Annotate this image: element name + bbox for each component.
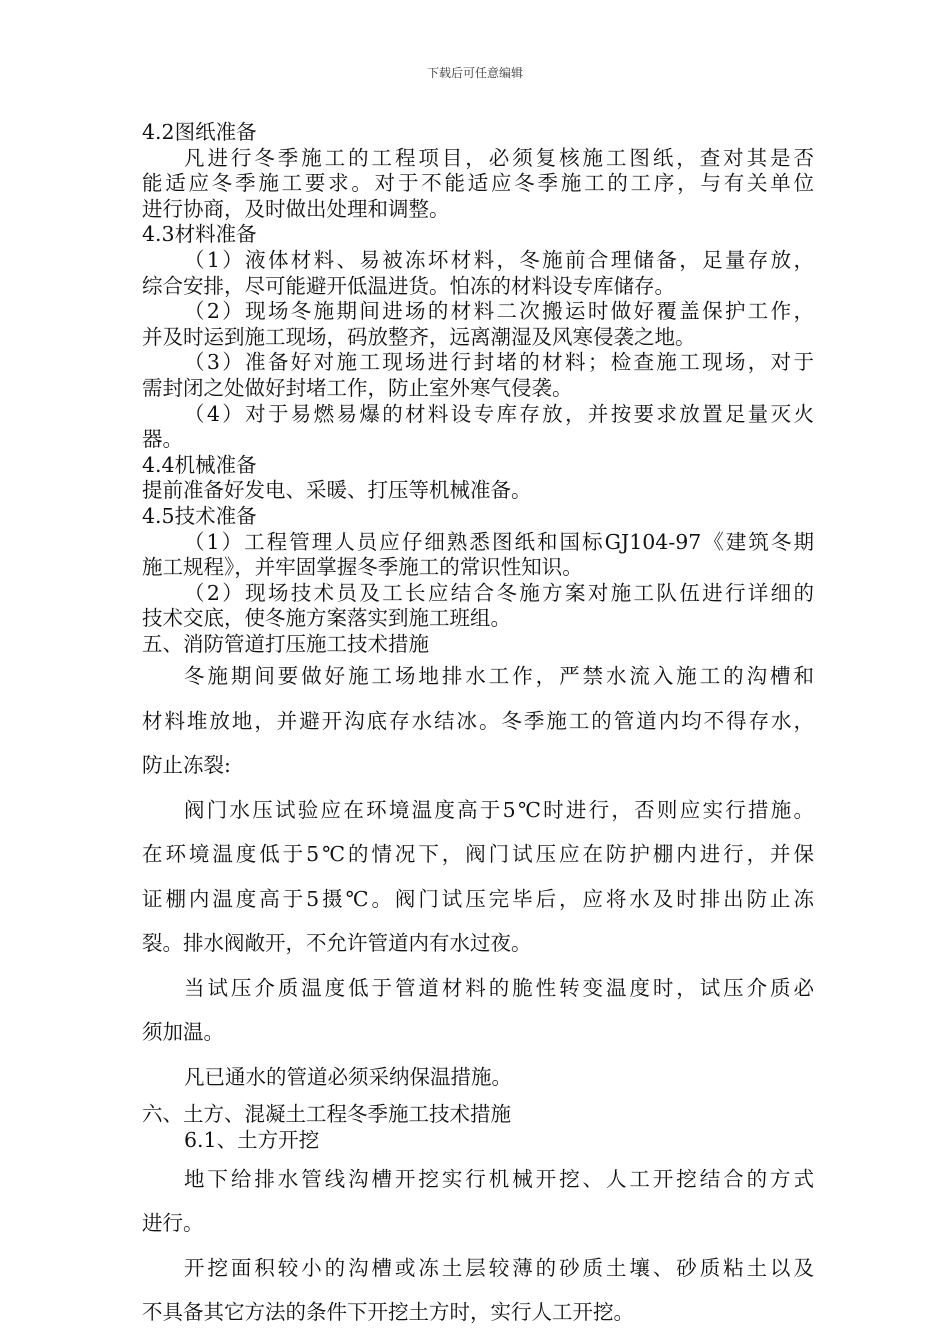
- paragraph-line: 当试压介质温度低于管道材料的脆性转变温度时，试压介质必: [184, 975, 814, 1000]
- list-item-line: （3）准备好对施工现场进行封堵的材料；检查施工现场，对于: [184, 350, 814, 375]
- heading-section-5: 五、消防管道打压施工技术措施: [142, 631, 429, 656]
- list-item-line: 技术交底，使冬施方案落实到施工班组。: [142, 606, 511, 631]
- heading-4-3: 4.3材料准备: [142, 222, 257, 247]
- paragraph-line: 冬施期间要做好施工场地排水工作，严禁水流入施工的沟槽和: [184, 664, 814, 689]
- paragraph-line: 不具备其它方法的条件下开挖土方时，实行人工开挖。: [142, 1300, 634, 1325]
- paragraph-line: 裂。排水阀敞开，不允许管道内有水过夜。: [142, 931, 532, 956]
- list-item-line: 需封闭之处做好封堵工作，防止室外寒气侵袭。: [142, 375, 573, 400]
- list-item-line: （2）现场冬施期间进场的材料二次搬运时做好覆盖保护工作，: [184, 299, 814, 324]
- paragraph-line: 凡已通水的管道必须采纳保温措施。: [184, 1064, 512, 1089]
- page-header-note: 下载后可任意编辑: [426, 66, 523, 80]
- list-item-line: （4）对于易燃易爆的材料设专库存放，并按要求放置足量灭火: [184, 401, 814, 426]
- list-item-line: 器。: [142, 427, 183, 452]
- heading-4-5: 4.5技术准备: [142, 503, 257, 528]
- heading-section-6: 六、土方、混凝土工程冬季施工技术措施: [142, 1102, 511, 1127]
- paragraph-line: 进行。: [142, 1211, 204, 1236]
- paragraph-line: 在环境温度低于5℃的情况下，阀门试压应在防护棚内进行，并保: [142, 842, 814, 867]
- paragraph-line: 须加温。: [142, 1020, 224, 1045]
- heading-6-1: 6.1、土方开挖: [184, 1128, 320, 1153]
- paragraph-line: 凡进行冬季施工的工程项目，必须复核施工图纸，查对其是否: [184, 145, 814, 170]
- list-item-line: 并及时运到施工现场，码放整齐，远离潮湿及风寒侵袭之地。: [142, 324, 696, 349]
- paragraph-line: 开挖面积较小的沟槽或冻土层较薄的砂质土壤、砂质粘土以及: [184, 1255, 814, 1280]
- paragraph-line: 材料堆放地，并避开沟底存水结冰。冬季施工的管道内均不得存水，: [142, 708, 814, 733]
- paragraph-line: 证棚内温度高于5摄℃。阀门试压完毕后，应将水及时排出防止冻: [142, 886, 814, 911]
- list-item-line: 施工规程》，并牢固掌握冬季施工的常识性知识。: [142, 555, 583, 580]
- document-body: [142, 120, 814, 1338]
- list-item-line: 综合安排，尽可能避开低温进货。怕冻的材料设专库储存。: [142, 273, 675, 298]
- list-item-line: （1）工程管理人员应仔细熟悉图纸和国标GJ104-97《建筑冬期: [184, 529, 814, 554]
- paragraph-line: 阀门水压试验应在环境温度高于5℃时进行，否则应实行措施。: [184, 797, 814, 822]
- heading-4-2: 4.2图纸准备: [142, 120, 257, 144]
- paragraph-line: 防止冻裂:: [142, 753, 231, 778]
- paragraph-line: 能适应冬季施工要求。对于不能适应冬季施工的工序，与有关单位: [142, 171, 814, 196]
- list-item-line: （1）液体材料、易被冻坏材料，冬施前合理储备，足量存放，: [184, 247, 814, 272]
- heading-4-4: 4.4机械准备: [142, 452, 257, 477]
- paragraph-line: 进行协商，及时做出处理和调整。: [142, 196, 450, 221]
- list-item-line: （2）现场技术员及工长应结合冬施方案对施工队伍进行详细的: [184, 580, 814, 605]
- paragraph-line: 地下给排水管线沟槽开挖实行机械开挖、人工开挖结合的方式: [184, 1166, 814, 1191]
- paragraph-line: 提前准备好发电、采暖、打压等机械准备。: [142, 478, 532, 503]
